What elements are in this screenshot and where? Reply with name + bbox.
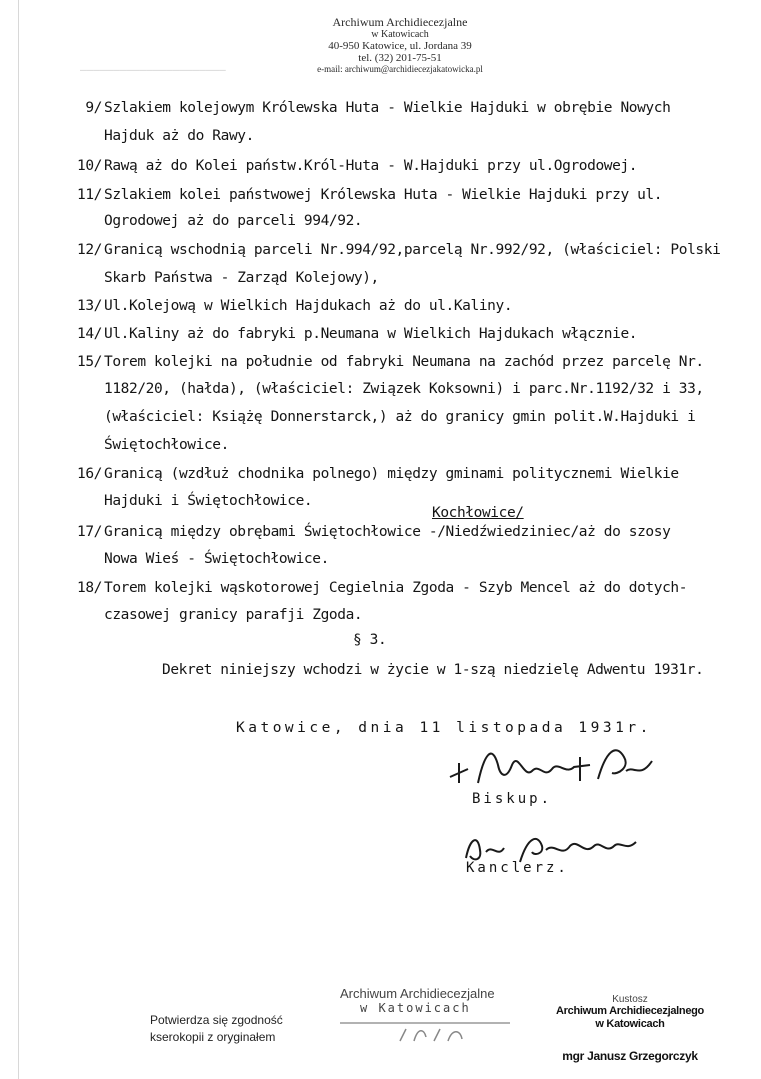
item-number: 15/	[77, 354, 102, 370]
bleed-through-mark: ――――――――――――――――――――――	[80, 63, 226, 76]
chancellor-role: Kanclerz.	[466, 860, 569, 876]
custodian-title: Kustosz	[612, 994, 648, 1005]
item-text-continued: 1182/20, (hałda), (właściciel: Związek Koksowni) i parc.Nr.1192/32 i 33,	[104, 381, 704, 397]
item-number: 17/	[77, 524, 102, 540]
item-number: 16/	[77, 466, 102, 482]
item-text: Szlakiem kolejowym Królewska Huta - Wielkie Hajduki w obrębie Nowych	[104, 100, 671, 116]
archive-stamp-bottom-city: w Katowicach	[360, 1001, 471, 1015]
page-edge	[18, 0, 19, 1079]
item-text-continued: Świętochłowice.	[104, 437, 229, 453]
item-number: 12/	[77, 242, 102, 258]
item-text-continued: Ogrodowej aż do parceli 994/92.	[104, 213, 363, 229]
item-number: 9/	[85, 100, 102, 116]
item-text: Rawą aż do Kolei państw.Król-Huta - W.Hajduki przy ul.Ogrodowej.	[104, 158, 638, 174]
item-number: 18/	[77, 580, 102, 596]
item-text: Granicą (wzdłuż chodnika polnego) między gminami politycznemi Wielkie	[104, 466, 679, 482]
item-text-continued: Nowa Wieś - Świętochłowice.	[104, 551, 329, 567]
archive-stamp	[300, 16, 500, 75]
item-text: Szlakiem kolei państwowej Królewska Huta - Wielkie Hajduki przy ul.	[104, 187, 663, 203]
archive-stamp-address: 40-950 Katowice, ul. Jordana 39	[328, 40, 472, 52]
item-number: 10/	[77, 158, 102, 174]
item-number: 14/	[77, 326, 102, 342]
item-number: 11/	[77, 187, 102, 203]
place-date: Katowice, dnia 11 listopada 1931r.	[236, 720, 652, 736]
item-text: Granicą wschodnią parceli Nr.994/92,parcelą Nr.992/92, (właściciel: Polski	[104, 242, 721, 258]
item-text-continued: Skarb Państwa - Zarząd Kolejowy),	[104, 270, 379, 286]
decree-text: Dekret niniejszy wchodzi w życie w 1-szą niedzielę Adwentu 1931r.	[162, 662, 704, 678]
bishop-signature	[440, 735, 660, 795]
item-text: Ul.Kolejową w Wielkich Hajdukach aż do ul.Kaliny.	[104, 298, 513, 314]
certification-note	[150, 1012, 283, 1046]
item-text: Ul.Kaliny aż do fabryki p.Neumana w Wielkich Hajdukach włącznie.	[104, 326, 638, 342]
custodian-name: mgr Janusz Grzegorczyk	[562, 1049, 698, 1063]
item-text-continued: (właściciel: Książę Donnerstarck,) aż do granicy gmin polit.W.Hajduki i	[104, 409, 696, 425]
certification-line: kserokopii z oryginałem	[150, 1030, 276, 1044]
item-text-continued: Hajduk aż do Rawy.	[104, 128, 254, 144]
bishop-role: Biskup.	[472, 791, 553, 807]
custodian-archive: Archiwum Archidiecezjalnego	[556, 1005, 704, 1017]
item-text: Granicą między obrębami Świętochłowice -/Niedźwiedziniec/aż do szosy	[104, 524, 671, 540]
archive-stamp-email: e-mail: archiwum@archidiecezjakatowicka.pl	[317, 64, 483, 74]
item-text-continued: Hajduki i Świętochłowice.	[104, 493, 313, 509]
item-text-continued: czasowej granicy parafji Zgoda.	[104, 607, 363, 623]
certification-line: Potwierdza się zgodność	[150, 1013, 283, 1027]
item-text: Torem kolejki wąskotorowej Cegielnia Zgoda - Szyb Mencel aż do dotych-	[104, 580, 688, 596]
inserted-correction: Kochłowice/	[432, 505, 524, 521]
archive-stamp-name: Archiwum Archidiecezjalne	[332, 15, 468, 29]
archive-stamp-phone: tel. (32) 201-75-51	[358, 52, 442, 64]
archive-stamp-bottom	[340, 986, 530, 1050]
stamp-date-scribble	[340, 1015, 510, 1045]
archive-stamp-bottom-name: Archiwum Archidiecezjalne	[340, 986, 495, 1001]
item-text: Torem kolejki na południe od fabryki Neumana na zachód przez parcelę Nr.	[104, 354, 704, 370]
item-number: 13/	[77, 298, 102, 314]
custodian-city: w Katowicach	[595, 1018, 665, 1030]
custodian-stamp	[540, 994, 720, 1063]
archive-stamp-city: w Katowicach	[371, 29, 429, 40]
section-heading: § 3.	[353, 632, 387, 648]
